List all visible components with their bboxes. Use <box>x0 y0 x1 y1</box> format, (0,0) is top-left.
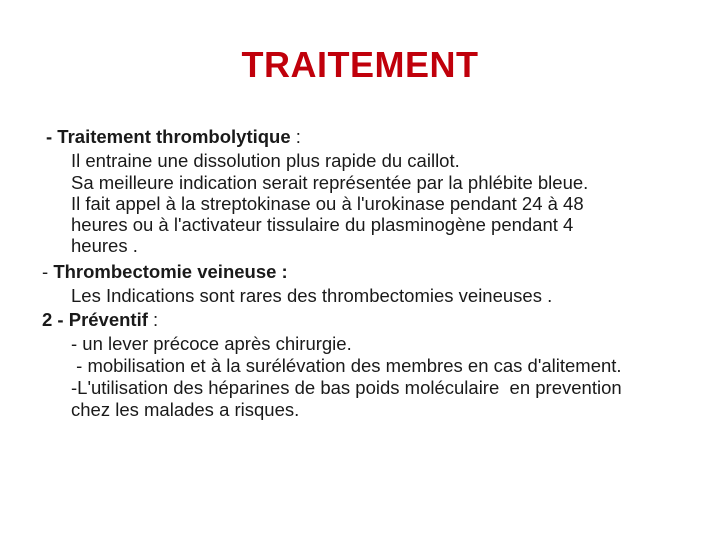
body-line: - un lever précoce après chirurgie. <box>71 333 352 354</box>
heading-suffix: : <box>147 309 159 330</box>
body-line: Sa meilleure indication serait représentée par la phlébite bleue. <box>71 172 589 193</box>
body-line: Les Indications sont rares des thrombectomies veineuses . <box>71 285 553 306</box>
slide-title: TRAITEMENT <box>241 44 479 85</box>
section-heading-thrombolytic <box>46 126 301 147</box>
heading-text: - Traitement thrombolytique <box>46 126 291 147</box>
body-line: Il fait appel à la streptokinase ou à l'urokinase pendant 24 à 48 <box>71 193 584 214</box>
body-line: -L'utilisation des héparines de bas poids moléculaire en prevention <box>71 377 622 398</box>
body-line: chez les malades a risques. <box>71 399 300 420</box>
body-line: - mobilisation et à la surélévation des membres en cas d'alitement. <box>71 355 622 376</box>
body-line: heures . <box>71 235 138 256</box>
heading-prefix: - <box>42 261 54 282</box>
body-line: Il entraine une dissolution plus rapide du caillot. <box>71 150 460 171</box>
heading-text: Thrombectomie veineuse : <box>53 261 288 282</box>
body-line: heures ou à l'activateur tissulaire du plasminogène pendant 4 <box>71 214 574 235</box>
heading-suffix: : <box>290 126 301 147</box>
section-heading-preventive <box>42 309 158 330</box>
section-heading-thrombectomy <box>42 261 288 282</box>
heading-text: 2 - Préventif <box>42 309 148 330</box>
